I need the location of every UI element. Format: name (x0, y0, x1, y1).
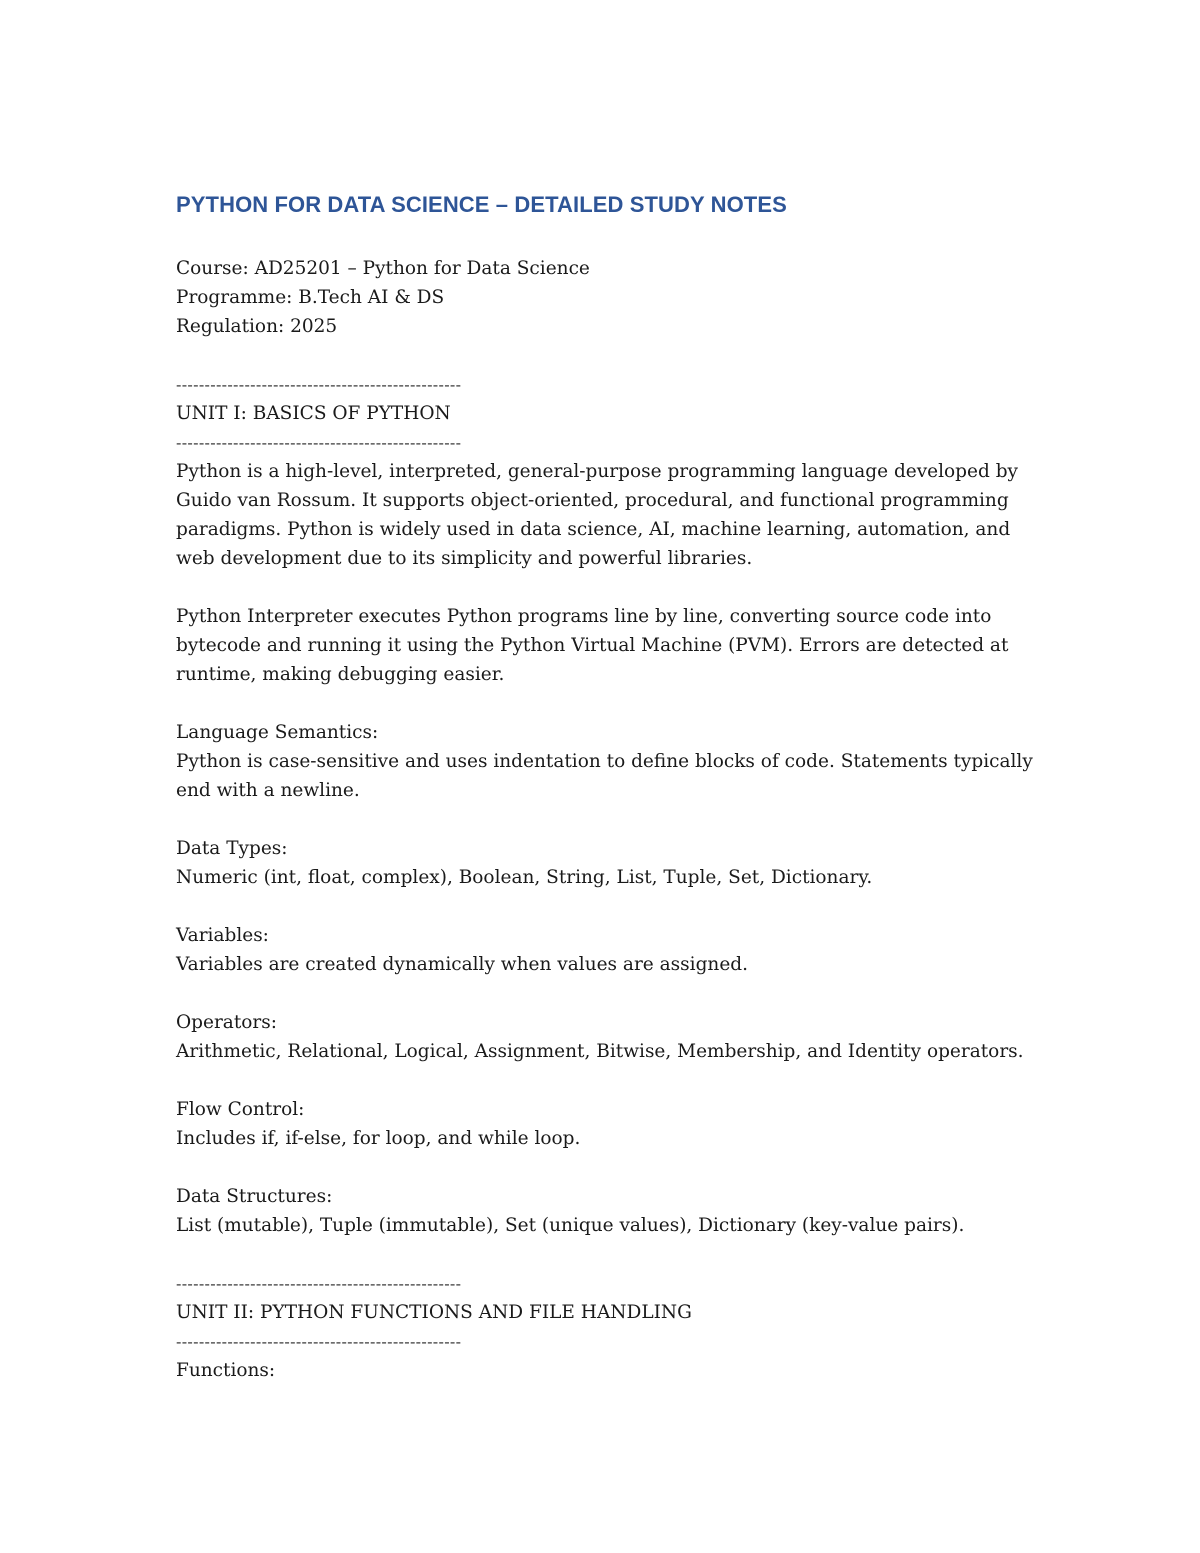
programme-line: Programme: B.Tech AI & DS (176, 287, 445, 308)
interpreter-paragraph (176, 602, 1036, 689)
unit2-heading: UNIT II: PYTHON FUNCTIONS AND FILE HANDLING (176, 1302, 692, 1323)
spacer (176, 573, 1036, 602)
spacer (176, 805, 1036, 834)
data-structures-section (176, 1182, 1036, 1240)
paragraph-line: Guido van Rossum. It supports object-oriented, procedural, and functional programming (176, 490, 1009, 511)
spacer (176, 1153, 1036, 1182)
paragraph-line: paradigms. Python is widely used in data science, AI, machine learning, automation, and (176, 519, 1011, 540)
spacer (176, 1240, 1036, 1269)
section-label: Data Structures: (176, 1186, 333, 1207)
section-text: List (mutable), Tuple (immutable), Set (unique values), Dictionary (key-value pairs). (176, 1215, 965, 1236)
variables-section (176, 921, 1036, 979)
section-label: Data Types: (176, 838, 288, 859)
document-page (176, 190, 1036, 1385)
course-info (176, 254, 1036, 341)
section-text: Numeric (int, float, complex), Boolean, String, List, Tuple, Set, Dictionary. (176, 867, 873, 888)
paragraph-line: end with a newline. (176, 780, 360, 801)
paragraph-line: web development due to its simplicity and powerful libraries. (176, 548, 753, 569)
spacer (176, 341, 1036, 370)
semantics-section (176, 718, 1036, 805)
functions-label: Functions: (176, 1360, 276, 1381)
spacer (176, 1066, 1036, 1095)
unit1-intro-paragraph (176, 457, 1036, 573)
spacer (176, 892, 1036, 921)
flow-control-section (176, 1095, 1036, 1153)
spacer (176, 689, 1036, 718)
divider-bottom: -------------------------------------------------- (176, 1332, 462, 1351)
section-text: Arithmetic, Relational, Logical, Assignment, Bitwise, Membership, and Identity operators. (176, 1041, 1024, 1062)
operators-section (176, 1008, 1036, 1066)
paragraph-line: Python is a high-level, interpreted, general-purpose programming language developed by (176, 461, 1018, 482)
section-text: Includes if, if-else, for loop, and while loop. (176, 1128, 581, 1149)
section-label: Variables: (176, 925, 269, 946)
unit1-heading: UNIT I: BASICS OF PYTHON (176, 403, 451, 424)
section-label: Language Semantics: (176, 722, 379, 743)
paragraph-line: runtime, making debugging easier. (176, 664, 505, 685)
document-title: PYTHON FOR DATA SCIENCE – DETAILED STUDY NOTES (176, 192, 787, 217)
course-line: Course: AD25201 – Python for Data Science (176, 258, 590, 279)
divider-bottom: -------------------------------------------------- (176, 433, 462, 452)
paragraph-line: bytecode and running it using the Python Virtual Machine (PVM). Errors are detected at (176, 635, 1009, 656)
section-label: Operators: (176, 1012, 277, 1033)
divider-top: -------------------------------------------------- (176, 375, 462, 394)
regulation-line: Regulation: 2025 (176, 316, 338, 337)
data-types-section (176, 834, 1036, 892)
section-label: Flow Control: (176, 1099, 305, 1120)
spacer (176, 979, 1036, 1008)
section-text: Variables are created dynamically when values are assigned. (176, 954, 749, 975)
divider-top: -------------------------------------------------- (176, 1274, 462, 1293)
paragraph-line: Python Interpreter executes Python programs line by line, converting source code into (176, 606, 992, 627)
paragraph-line: Python is case-sensitive and uses indentation to define blocks of code. Statements typically (176, 751, 1033, 772)
